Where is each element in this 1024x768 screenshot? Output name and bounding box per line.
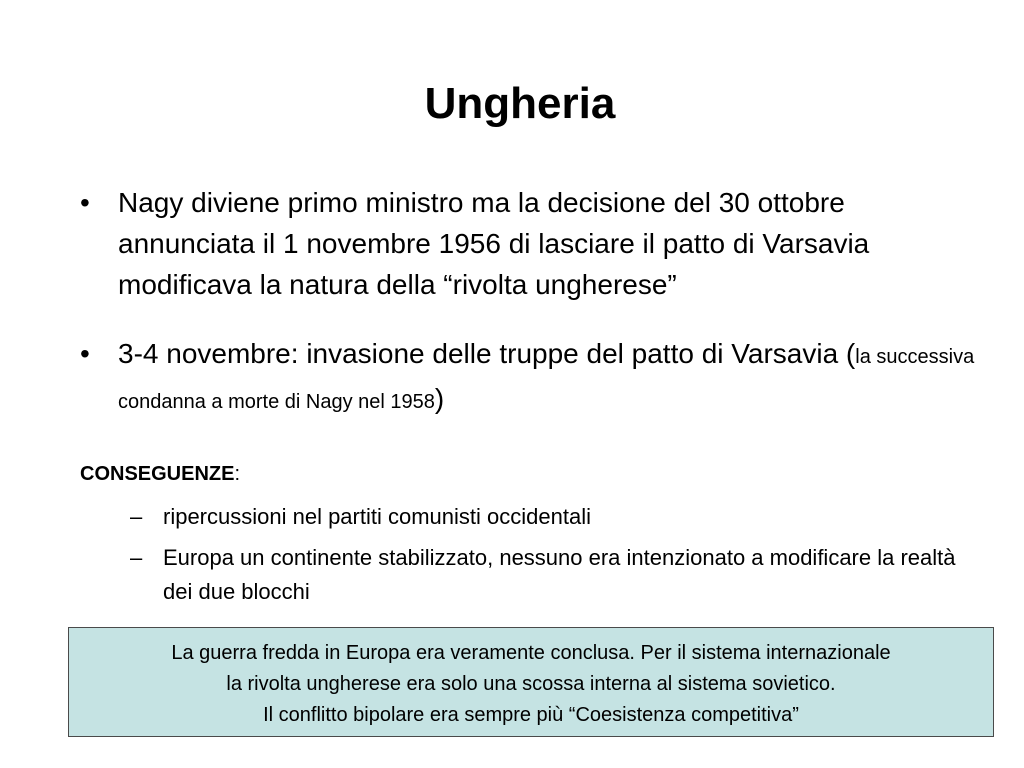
- bullet-item-invasione: [80, 333, 980, 423]
- bullet-text-main: 3-4 novembre: invasione delle truppe del patto di Varsavia (: [118, 338, 856, 369]
- bullet-text-close: ): [434, 383, 445, 414]
- sub-bullet-item: [130, 500, 970, 534]
- conseguenze-colon: :: [234, 463, 241, 485]
- summary-line: la rivolta ungherese era solo una scossa interna al sistema sovietico.: [226, 673, 836, 695]
- summary-line: La guerra fredda in Europa era veramente conclusa. Per il sistema internazionale: [171, 642, 891, 664]
- slide-title: Ungheria: [424, 79, 616, 128]
- dash-marker: –: [130, 545, 143, 570]
- bullet-text-note: la successiva condanna a morte di Nagy nel 1958: [118, 346, 975, 413]
- summary-box: [68, 627, 994, 737]
- dash-marker: –: [130, 504, 143, 529]
- bullet-item-nagy: [80, 182, 980, 305]
- sub-bullet-text: Europa un continente stabilizzato, nessuno era intenzionato a modificare la realtà dei due blocchi: [163, 545, 956, 604]
- conseguenze-heading: [80, 458, 240, 490]
- sub-bullet-item: [130, 541, 970, 609]
- bullet-text: [118, 333, 980, 423]
- summary-line: Il conflitto bipolare era sempre più “Coesistenza competitiva”: [263, 704, 799, 726]
- conseguenze-label: CONSEGUENZE: [80, 463, 235, 485]
- bullet-marker: •: [80, 338, 90, 369]
- sub-bullet-text: ripercussioni nel partiti comunisti occidentali: [163, 504, 591, 529]
- bullet-marker: •: [80, 187, 90, 218]
- bullet-text: Nagy diviene primo ministro ma la decisione del 30 ottobre annunciata il 1 novembre 1956 di lasciare il patto di Varsavia modificava la natura della “rivolta ungherese”: [118, 187, 870, 300]
